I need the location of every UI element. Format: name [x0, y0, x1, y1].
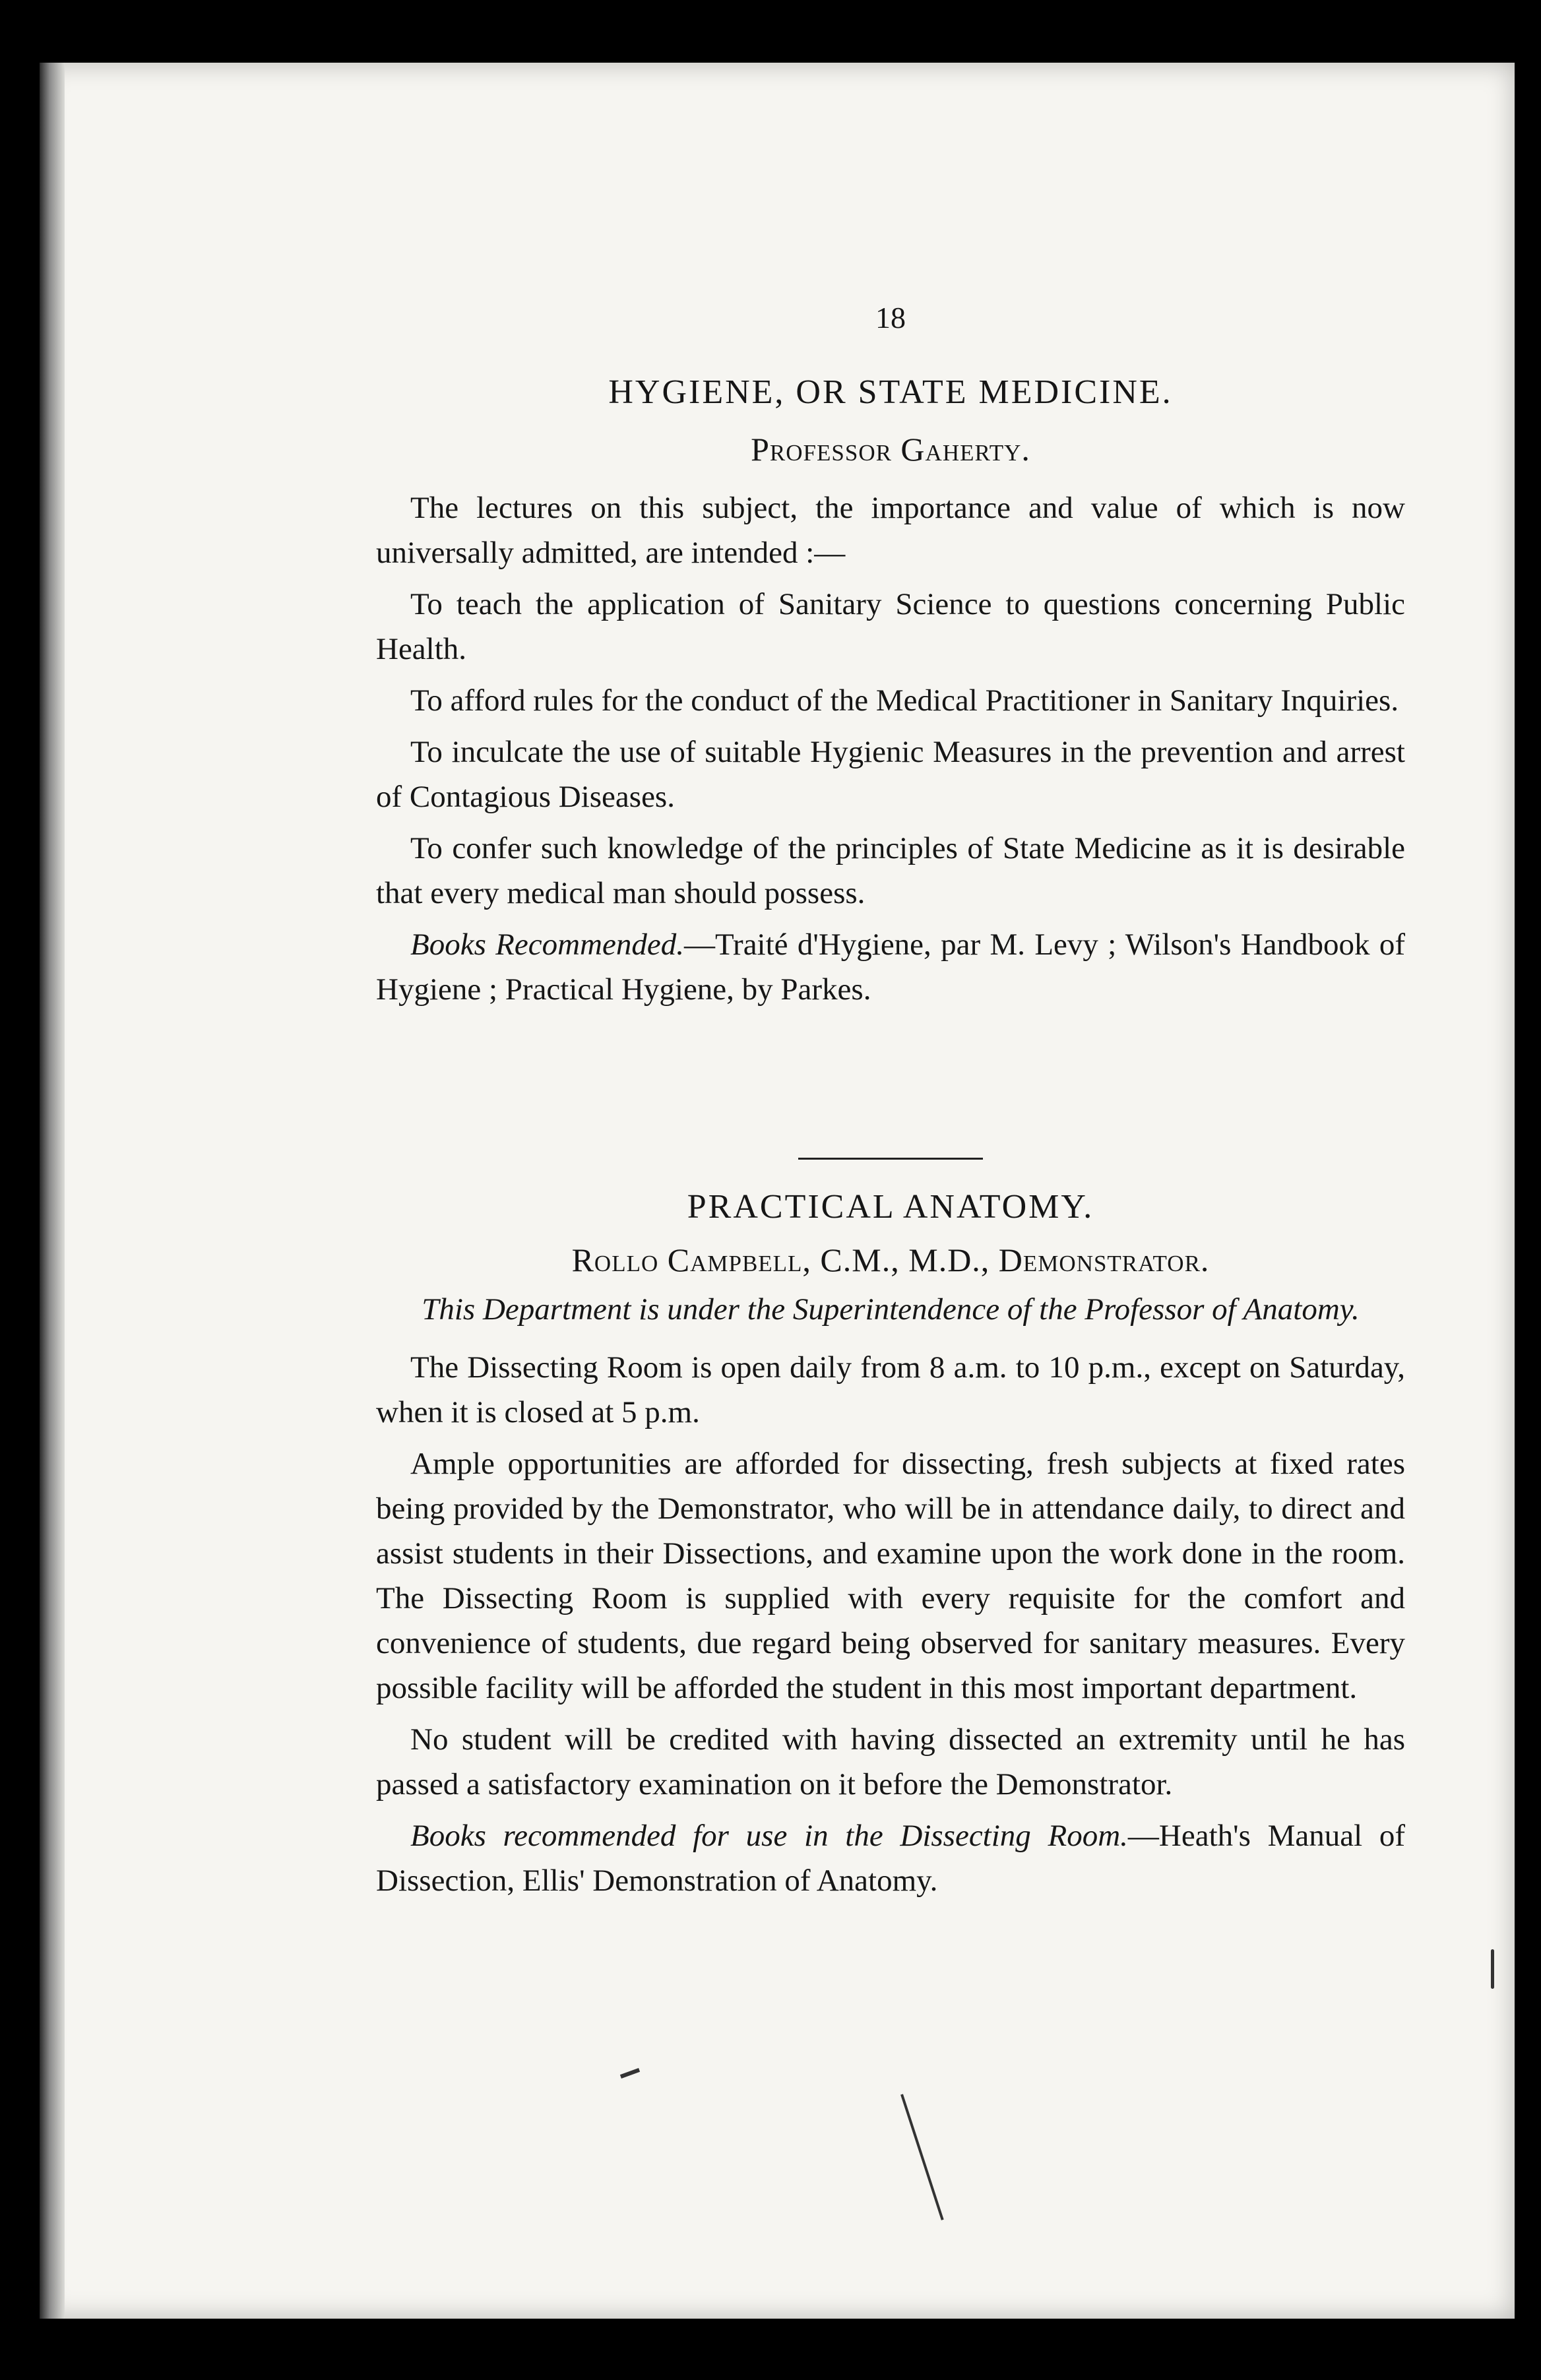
hygiene-paragraph: To confer such knowledge of the principles of State Medicine as it is desirable that every medical man should possess.	[376, 831, 1405, 910]
section-divider	[376, 1158, 1405, 1160]
hygiene-paragraph: To afford rules for the conduct of the Medical Practitioner in Sanitary Inquiries.	[410, 683, 1399, 718]
hygiene-paragraph: To inculcate the use of suitable Hygienic Measures in the prevention and arrest of Contagious Diseases.	[376, 735, 1405, 814]
hygiene-paragraph: To teach the application of Sanitary Science to questions concerning Public Health.	[376, 587, 1405, 666]
anatomy-superintendence: This Department is under the Superintendence of the Professor of Anatomy.	[422, 1292, 1360, 1327]
hygiene-books-text: —Traité d'Hygiene, par M. Levy ; Wilson's Handbook of Hygiene ; Practical Hygiene, by Parkes.	[376, 927, 1405, 1007]
section-rule	[798, 1158, 983, 1160]
anatomy-section	[376, 1187, 1405, 1903]
anatomy-books-text: —Heath's Manual of Dissection, Ellis' Demonstration of Anatomy.	[376, 1819, 1405, 1898]
anatomy-paragraph: No student will be credited with having dissected an extremity until he has passed a satisfactory examination on it before the Demonstrator.	[376, 1722, 1405, 1801]
hygiene-professor: Professor Gaherty.	[751, 431, 1030, 468]
hygiene-title: HYGIENE, OR STATE MEDICINE.	[608, 373, 1173, 411]
anatomy-paragraph: Ample opportunities are afforded for dissecting, fresh subjects at fixed rates being provided by the Demonstrator, who will be in attendance daily, to direct and assist students in their Dissections, and examine upon the work done in the room. The Dissecting Room is supplied with every requisite for the comfort and convenience of students, due regard being observed for sanitary measures. Every possible facility will be afforded the student in this most important department.	[376, 1447, 1405, 1705]
hygiene-paragraph: The lectures on this subject, the importance and value of which is now universally admitted, are intended :—	[376, 491, 1405, 570]
anatomy-demonstrator: Rollo Campbell, C.M., M.D., Demonstrator.	[571, 1241, 1210, 1278]
anatomy-paragraph: The Dissecting Room is open daily from 8 a.m. to 10 p.m., except on Saturday, when it is closed at 5 p.m.	[376, 1350, 1405, 1429]
page-edge	[40, 63, 65, 2319]
hygiene-section	[376, 373, 1405, 1012]
scan-mark	[620, 2068, 640, 2079]
scan-mark	[900, 2094, 944, 2220]
scan-mark	[1491, 1949, 1494, 1989]
page	[40, 63, 1515, 2319]
page-number: 18	[875, 301, 906, 334]
anatomy-books-label: Books recommended for use in the Dissecting Room.	[410, 1819, 1128, 1853]
anatomy-books	[376, 1813, 1405, 1903]
hygiene-books	[376, 922, 1405, 1012]
anatomy-title: PRACTICAL ANATOMY.	[687, 1188, 1094, 1226]
hygiene-books-label: Books Recommended.	[410, 927, 684, 962]
